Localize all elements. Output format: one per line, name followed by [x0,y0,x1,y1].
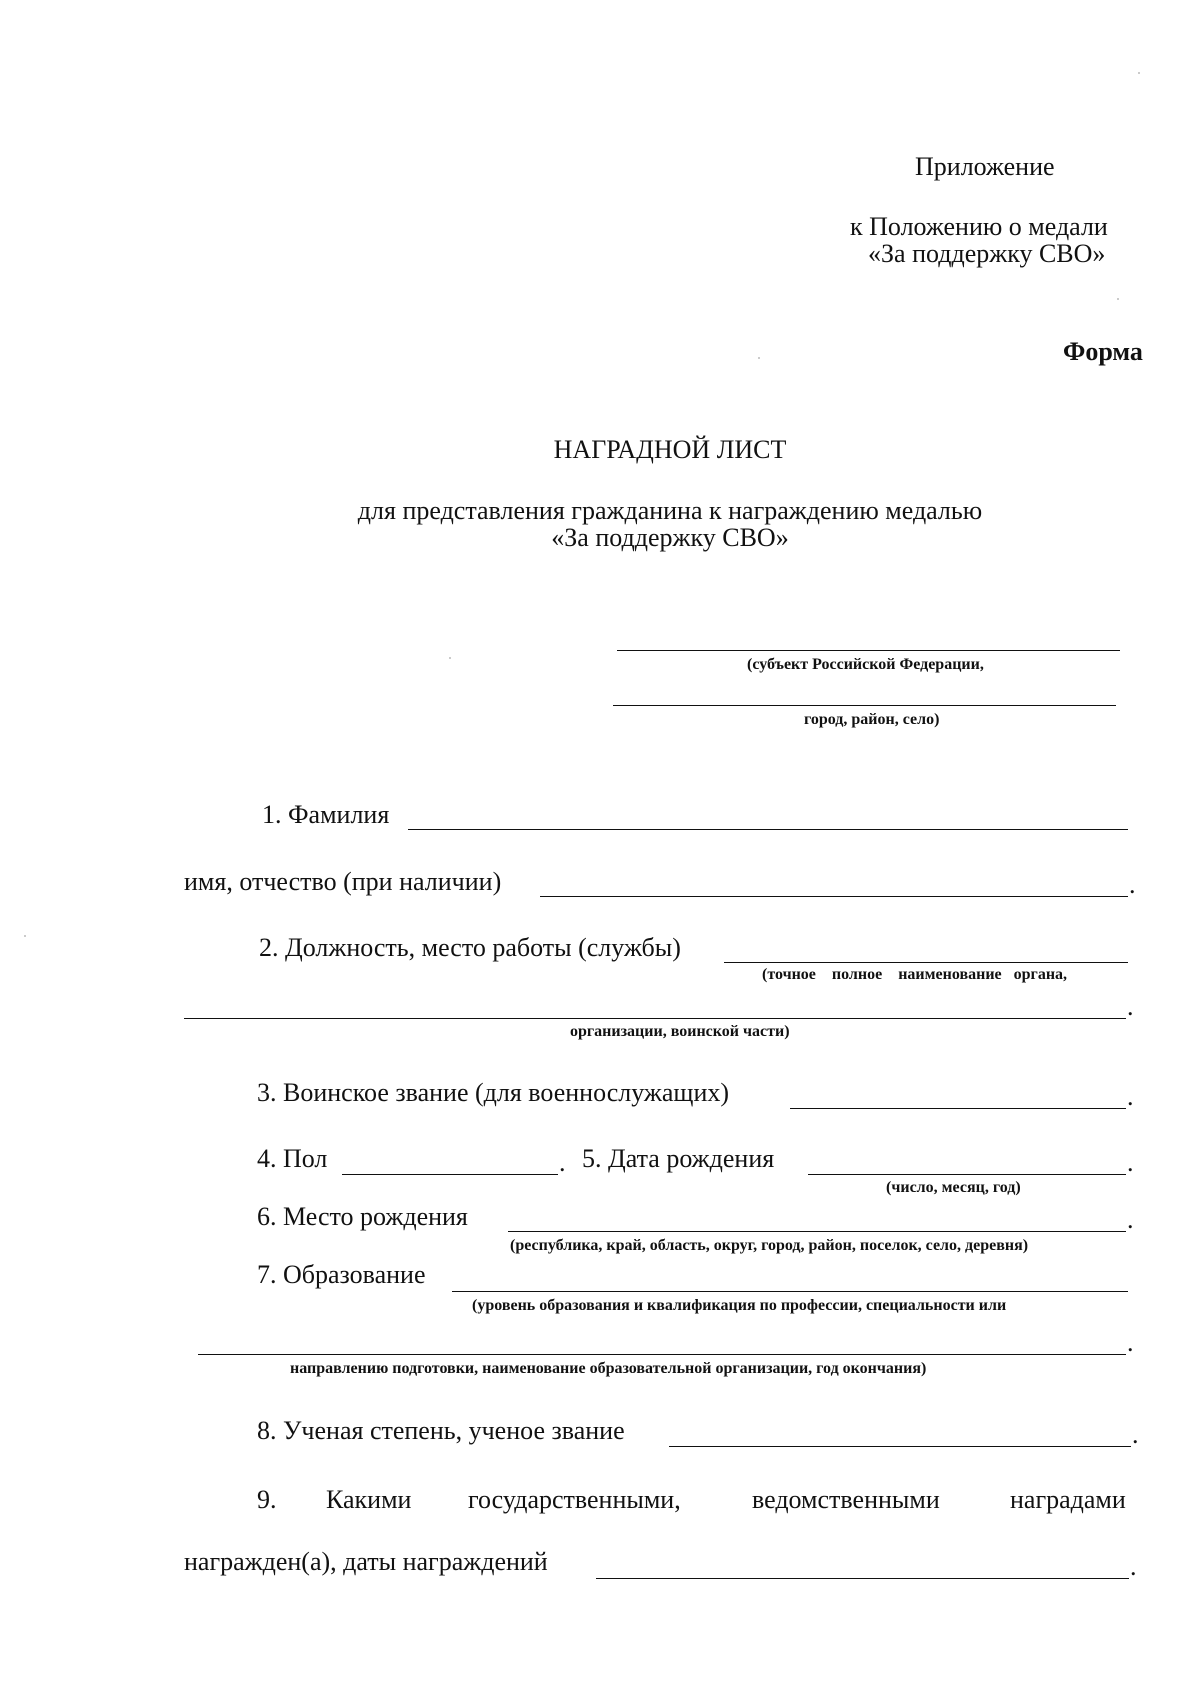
rank-label: 3. Воинское звание (для военнослужащих) [257,1078,730,1107]
degree-label: 8. Ученая степень, ученое звание [257,1416,625,1445]
region-subject-hint: (субъект Российской Федерации, [747,656,984,673]
awards-word-departmental: ведомственными [752,1485,940,1514]
document-subtitle-line1: для представления гражданина к награждению медалью [357,496,983,525]
sex-label: 4. Пол [257,1144,328,1173]
surname-label: 1. Фамилия [262,800,390,829]
rank-period: . [1127,1082,1134,1111]
sex-period: . [559,1148,566,1177]
document-title: НАГРАДНОЙ ЛИСТ [553,435,787,464]
education-field[interactable] [452,1291,1128,1292]
regulation-ref-line2: «За поддержку СВО» [868,239,1106,268]
region-city-hint: город, район, село) [804,711,940,728]
education-hint-1: (уровень образования и квалификация по профессии, специальности или [472,1297,1007,1314]
birthplace-period: . [1127,1205,1134,1234]
surname-field[interactable] [408,829,1128,830]
name-field[interactable] [540,896,1128,897]
document-subtitle-line2: «За поддержку СВО» [551,523,789,552]
education-label: 7. Образование [257,1260,426,1289]
position-period: . [1127,992,1134,1021]
birthplace-field[interactable] [508,1231,1126,1232]
scan-speck [1117,298,1119,300]
awards-field[interactable] [596,1578,1129,1579]
position-hint-2: организации, воинской части) [570,1023,790,1040]
name-period: . [1129,870,1136,899]
region-city-line[interactable] [613,705,1116,706]
birthplace-label: 6. Место рождения [257,1202,468,1231]
regulation-ref-line1: к Положению о медали [850,212,1108,241]
birthdate-hint: (число, месяц, год) [886,1179,1021,1196]
birthplace-hint: (республика, край, область, округ, город, район, поселок, село, деревня) [510,1237,1029,1254]
sex-field[interactable] [342,1174,558,1175]
position-label: 2. Должность, место работы (службы) [259,933,681,962]
position-field-continued[interactable] [184,1018,1126,1019]
degree-field[interactable] [669,1446,1131,1447]
birthdate-period: . [1127,1148,1134,1177]
awards-number: 9. [257,1485,277,1514]
scan-speck [24,935,26,937]
name-label: имя, отчество (при наличии) [184,867,502,896]
birthdate-field[interactable] [808,1174,1126,1175]
appendix-label: Приложение [915,152,1055,181]
scan-speck [449,657,451,659]
region-subject-line[interactable] [617,650,1120,651]
awards-period: . [1130,1552,1137,1581]
position-field[interactable] [724,962,1128,963]
form-label: Форма [1063,337,1143,366]
scan-speck [1138,72,1140,74]
education-hint-2: направлению подготовки, наименование образовательной организации, год окончания) [290,1360,927,1377]
education-period: . [1127,1328,1134,1357]
awards-word-state: государственными, [468,1485,681,1514]
awards-label-line2: награжден(а), даты награждений [184,1547,548,1576]
rank-field[interactable] [790,1108,1126,1109]
awards-word-which: Какими [326,1485,412,1514]
position-hint-1: (точное полное наименование органа, [762,966,1068,983]
birthdate-label: 5. Дата рождения [582,1144,775,1173]
awards-word-awards: наградами [1010,1485,1126,1514]
degree-period: . [1132,1420,1139,1449]
scan-speck [758,357,760,359]
education-field-continued[interactable] [198,1354,1126,1355]
